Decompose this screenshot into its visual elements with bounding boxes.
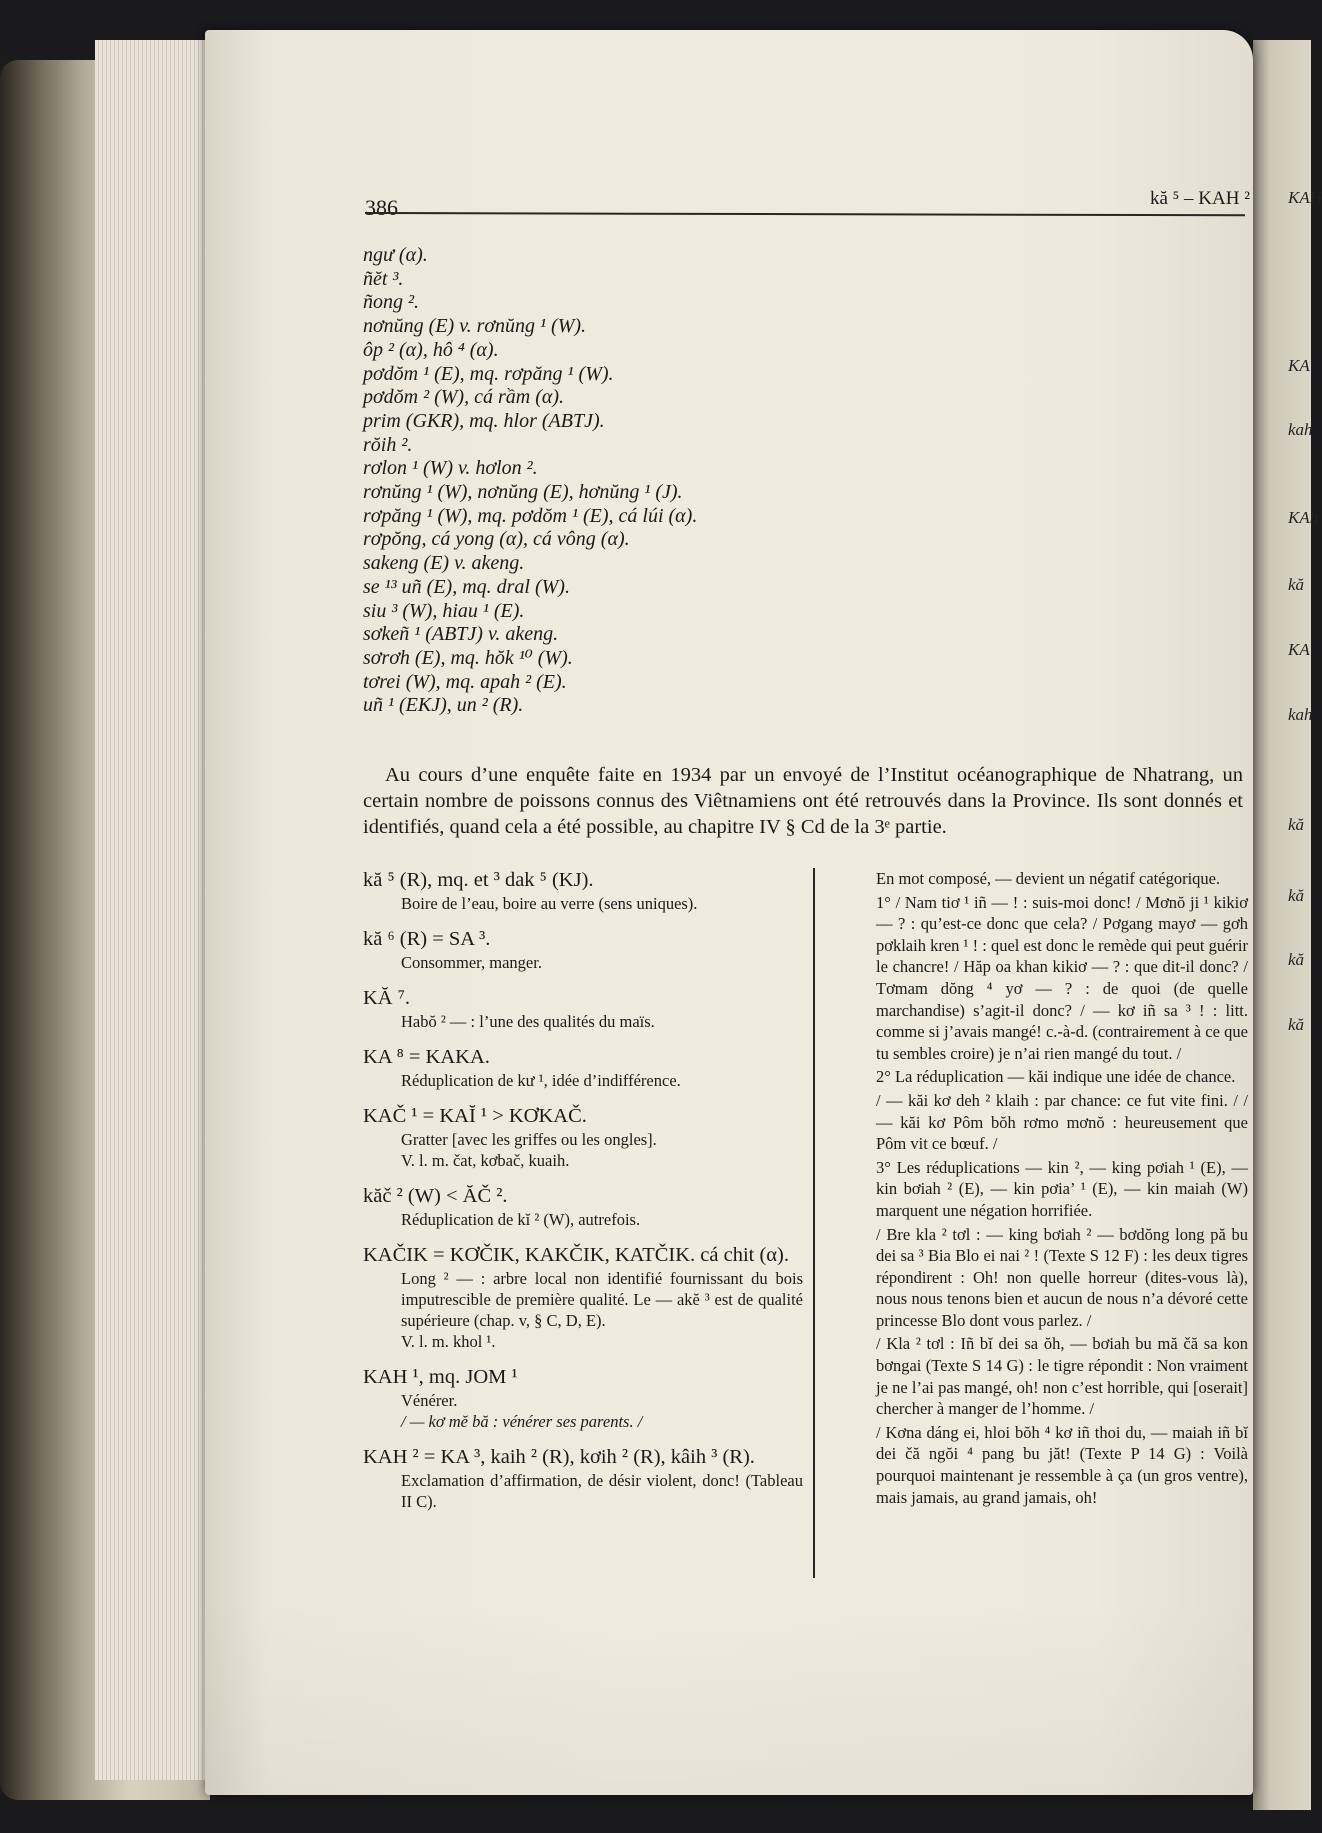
list-item: pơdŏm ² (W), cá rầm (α).	[363, 386, 565, 409]
list-item: rŏih ².	[363, 433, 413, 456]
right-column-paragraph: 3° Les réduplications — kin ², — king pơiah ¹ (E), — kin bơiah ² (E), — kin pơia’ ¹ (E), — kin maiah (W) marquent une négation horrifiée.	[876, 1157, 1248, 1220]
right-column-paragraph: / Kơna dáng ei, hloi bŏh ⁴ kơ iñ thoi du, — maiah iñ bĭ dei čă ngŏi ⁴ pang bu jăt! (Texte P 14 G) : Voilà pourquoi maintenant je ressemble à ça (un gros ventre), mais jamais, au grand jamais, oh!	[876, 1422, 1248, 1507]
entry-definition: Réduplication de kư ¹, idée d’indifférence.	[401, 1071, 681, 1090]
right-column-paragraph: En mot composé, — devient un négatif catégorique.	[876, 869, 1221, 888]
page-number: 386	[365, 195, 398, 220]
entry-definition: Gratter [avec les griffes ou les ongles].	[401, 1130, 657, 1149]
running-head: kă ⁵ – KAH ²	[1150, 188, 1250, 209]
entry-definition: Habŏ ² — : l’une des qualités du maïs.	[401, 1012, 655, 1031]
list-item: prim (GKR), mq. hlor (ABTJ).	[363, 409, 605, 432]
entry-headword: KĂ ⁷.	[363, 987, 411, 1009]
entry-headword: KA ⁸ = KAKA.	[363, 1046, 490, 1068]
list-item: rơpăng ¹ (W), mq. pơdŏm ¹ (E), cá lúi (α).	[363, 504, 698, 527]
list-item: ngư (α).	[363, 244, 428, 266]
entry-see-also: V. l. m. khol ¹.	[401, 1332, 496, 1351]
facing-page-fragment: kah	[1288, 705, 1313, 724]
right-column	[876, 868, 1248, 1510]
left-column	[363, 867, 803, 1524]
dictionary-entry	[363, 1444, 803, 1512]
facing-page-fragment: KAh	[1288, 508, 1319, 527]
intro-paragraph: Au cours d’une enquête faite en 1934 par un envoyé de l’Institut océanographique de Nhatrang, un certain nombre de poissons connus des Viêtnamiens ont été retrouvés dans la Province. Ils sont donnés et identifiés, quand cela a été possible, au chapitre IV § Cd de la 3ᵉ partie.	[363, 764, 1243, 838]
dictionary-entry	[363, 926, 803, 973]
facing-page-fragment: kă	[1288, 886, 1305, 905]
list-item: se ¹³ uñ (E), mq. dral (W).	[363, 575, 570, 598]
facing-page-fragment: kă	[1288, 575, 1305, 594]
facing-page-fragment: KAH	[1288, 188, 1322, 207]
dictionary-entry	[363, 1044, 803, 1091]
list-item: sơkeñ ¹ (ABTJ) v. akeng.	[363, 623, 559, 646]
facing-page-fragment: kă	[1288, 1015, 1305, 1034]
fish-name-list	[363, 244, 883, 718]
list-item: ôp ² (α), hô ⁴ (α).	[363, 338, 499, 361]
right-column-paragraph: / Bre kla ² tơl : — king bơiah ² — bơdŏng long pă bu dei sa ³ Bia Blo ei nai ² ! (Texte S 12 F) : les deux tigres répondirent : Oh! non quelle horreur (dites-vous là), nous nous tenons bien et aucun de nous n’a dévoré cette princesse Blo dont vous parlez. /	[876, 1224, 1248, 1330]
right-column-paragraph: / Kla ² tơl : Iñ bĭ dei sa ŏh, — bơiah bu mă čă sa kon bơngai (Texte S 14 G) : le tigre répondit : Non vraiment je ne l’ai pas mangé, oh! non c’est horrible, qui [oserait] chercher à manger de l’homme. /	[876, 1334, 1248, 1419]
entry-definition: Consommer, manger.	[401, 953, 542, 972]
facing-page-edge	[1253, 40, 1311, 1810]
page-shading	[205, 1600, 1253, 1795]
entry-see-also: V. l. m. čat, kơbač, kuaih.	[401, 1151, 570, 1170]
entry-example: / — kơ mĕ bă : vénérer ses parents. /	[401, 1412, 643, 1431]
entry-headword: KAH ² = KA ³, kaih ² (R), kơih ² (R), kâih ³ (R).	[363, 1446, 755, 1468]
facing-page-fragment: kah	[1288, 420, 1313, 439]
entry-headword: KAČ ¹ = KAĬ ¹ > KƠKAČ.	[363, 1105, 587, 1127]
list-item: tơrei (W), mq. apah ² (E).	[363, 670, 567, 693]
list-item: nơnŭng (E) v. rơnŭng ¹ (W).	[363, 315, 587, 338]
entry-definition: Boire de l’eau, boire au verre (sens uniques).	[401, 894, 698, 913]
facing-page-fragment: KA	[1288, 356, 1310, 375]
list-item: rơnŭng ¹ (W), nơnŭng (E), hơnŭng ¹ (J).	[363, 481, 683, 504]
entry-definition: Vénérer.	[401, 1391, 458, 1410]
entry-headword: KAČIK = KƠČIK, KAKČIK, KATČIK. cá chit (α).	[363, 1244, 789, 1266]
list-item: ñong ².	[363, 291, 419, 314]
list-item: rơpŏng, cá yong (α), cá vông (α).	[363, 528, 630, 551]
dictionary-entry	[363, 1364, 803, 1432]
dictionary-entry	[363, 1183, 803, 1230]
entry-headword: KAH ¹, mq. JOM ¹	[363, 1366, 518, 1388]
column-divider	[813, 868, 815, 1578]
right-column-paragraph: / — kăi kơ deh ² klaih : par chance: ce fut vite fini. / / — kăi kơ Pôm bŏh rơmo mơnŏ : heureusement que Pôm vit ce bœuf. /	[876, 1090, 1248, 1154]
facing-page-fragment: kă	[1288, 950, 1305, 969]
entry-definition: Réduplication de kĭ ² (W), autrefois.	[401, 1210, 641, 1229]
entry-definition: Exclamation d’affirmation, de désir violent, donc! (Tableau II C).	[401, 1471, 803, 1511]
entry-headword: kă ⁵ (R), mq. et ³ dak ⁵ (KJ).	[363, 869, 594, 891]
right-column-paragraph: 1° / Nam tiơ ¹ iñ — ! : suis-moi donc! / Mơnŏ ji ¹ kikiơ — ? : qu’est-ce donc que cela? / Pơgang mayơ — gơh pơklaih kren ¹ ! : quel est donc le remède qui peut guérir le chancre! / Hăp oa khan kikiơ — ? : que dit-il donc? / Tơmam dŏng ⁴ yơ — ? : de quoi (de quelle marchandise) s’agit-il donc? / — kơ iñ sa ³ ! : litt. comme si j’avais mangé! c.-à-d. (contrairement à ce que tu sembles croire) je n’ai rien mangé du tout. /	[876, 892, 1248, 1063]
dictionary-entry	[363, 867, 803, 914]
list-item: pơdŏm ¹ (E), mq. rơpăng ¹ (W).	[363, 362, 614, 385]
facing-page-fragment: kă	[1288, 815, 1305, 834]
facing-page-fragment: KA	[1288, 640, 1310, 659]
list-item: siu ³ (W), hiau ¹ (E).	[363, 599, 525, 622]
dictionary-entry	[363, 985, 803, 1032]
entry-headword: kă ⁶ (R) = SA ³.	[363, 928, 491, 950]
list-item: sakeng (E) v. akeng.	[363, 552, 525, 575]
list-item: sơrơh (E), mq. hŏk ¹⁰ (W).	[363, 646, 573, 669]
list-item: ñĕt ³.	[363, 267, 404, 290]
list-item: rơlon ¹ (W) v. hơlon ².	[363, 457, 538, 480]
dictionary-entry	[363, 1242, 803, 1352]
entry-definition: Long ² — : arbre local non identifié fournissant du bois imputrescible de première qualité. Le — akĕ ³ est de qualité supérieure (chap. v, § C, D, E).	[401, 1269, 803, 1330]
entry-headword: kăč ² (W) < ĂČ ².	[363, 1185, 508, 1207]
dictionary-entry	[363, 1103, 803, 1171]
list-item: uñ ¹ (EKJ), un ² (R).	[363, 694, 524, 717]
right-column-paragraph: 2° La réduplication — kăi indique une idée de chance.	[876, 1067, 1236, 1087]
